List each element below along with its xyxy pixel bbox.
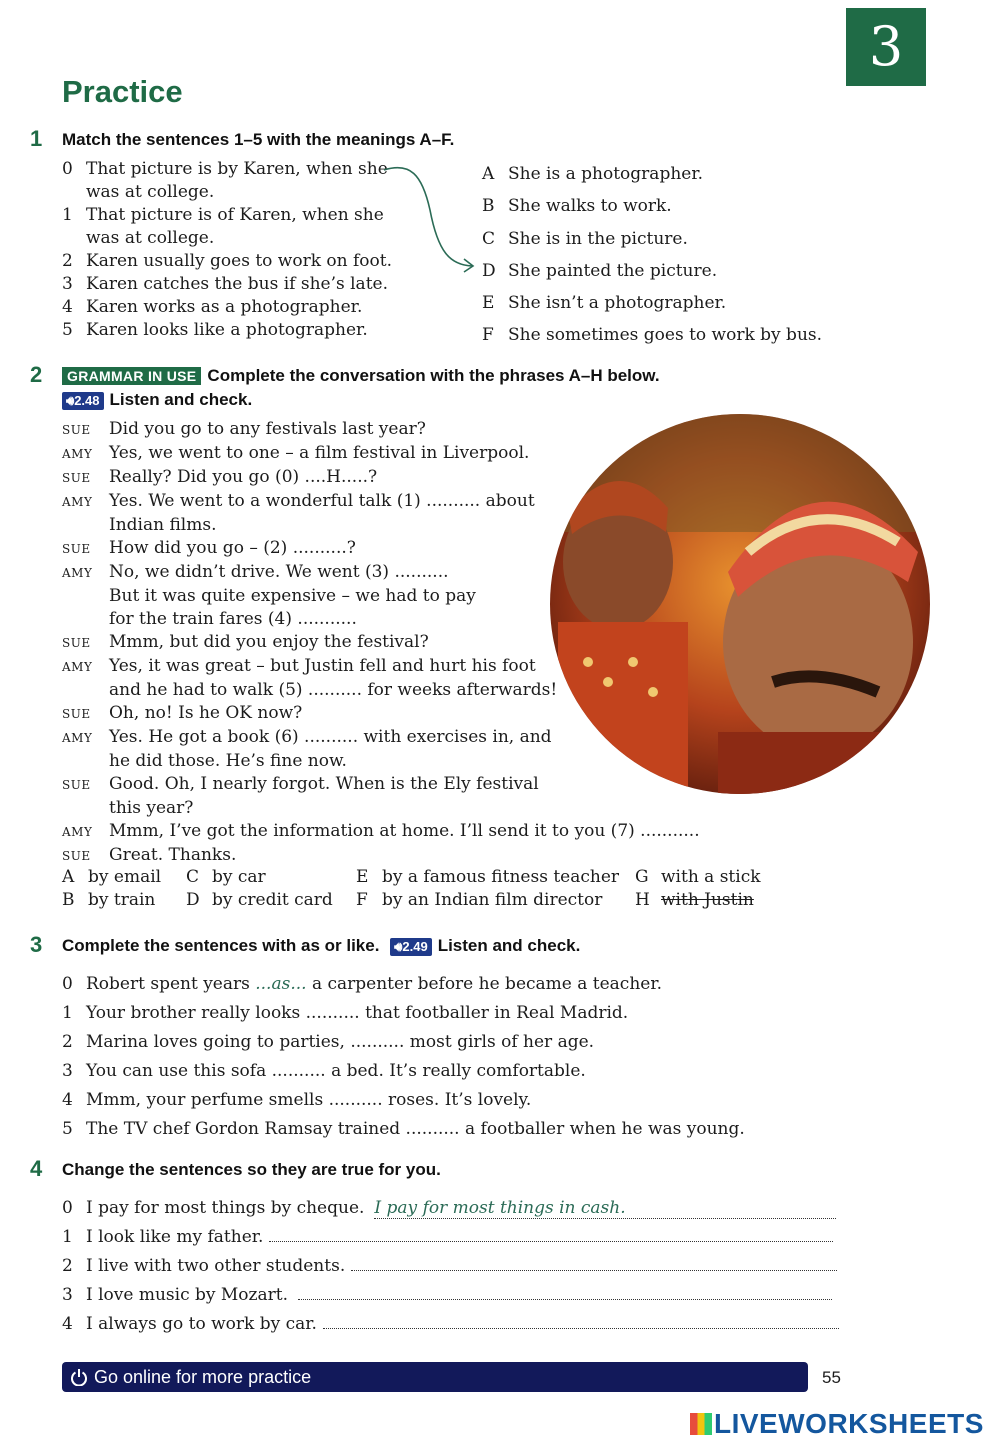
speaker-label: AMY xyxy=(62,447,93,461)
dialogue-turn xyxy=(62,490,700,514)
dialogue-line: Great. Thanks. xyxy=(109,845,237,865)
go-online-banner[interactable] xyxy=(62,1362,808,1392)
phrase-g xyxy=(635,866,761,889)
exercise-2-instruction-text: Complete the conversation with the phrases A–H below. xyxy=(207,366,660,385)
speaker-label: SUE xyxy=(62,542,91,556)
listen-and-check-text: Listen and check. xyxy=(437,936,581,955)
audio-track-number: 2.49 xyxy=(402,939,428,954)
item-number: 4 xyxy=(62,1090,73,1110)
phrase-text: by an Indian film director xyxy=(382,890,603,910)
dialogue-line: Yes. We went to a wonderful talk (1) .......... about xyxy=(109,491,535,511)
item-text: roses. It’s lovely. xyxy=(382,1090,532,1110)
dialogue-line: Yes, it was great – but Justin fell and hurt his foot xyxy=(109,656,536,676)
dialogue-line: Good. Oh, I nearly forgot. When is the Ely festival xyxy=(109,774,539,794)
ex4-item-0 xyxy=(62,1194,839,1223)
phrase-letter: E xyxy=(356,867,369,887)
sentence-text-cont: was at college. xyxy=(86,228,215,248)
sentence-number: 5 xyxy=(62,320,73,340)
ex4-item-1 xyxy=(62,1223,839,1252)
item-text: a footballer when he was young. xyxy=(459,1119,745,1139)
exercise-2-dialogue xyxy=(62,418,700,868)
go-online-label: Go online for more practice xyxy=(94,1367,312,1387)
item-text: Marina loves going to parties, xyxy=(86,1032,351,1052)
answer-blank[interactable]: .......... xyxy=(305,1003,360,1023)
phrase-b xyxy=(62,889,155,912)
meaning-letter: F xyxy=(482,325,494,346)
exercise-4-items xyxy=(62,1194,839,1339)
exercise-3-items xyxy=(62,970,745,1144)
sentence-text-cont: was at college. xyxy=(86,182,215,202)
meaning-text: She sometimes goes to work by bus. xyxy=(508,325,823,346)
match-arrow xyxy=(380,160,480,278)
meaning-e xyxy=(482,287,822,319)
item-number: 2 xyxy=(62,1032,73,1052)
exercise-1-instruction: Match the sentences 1–5 with the meanings A–F. xyxy=(62,130,455,149)
dialogue-line: How did you go – (2) ..........? xyxy=(109,538,356,558)
item-number: 1 xyxy=(62,1003,73,1023)
answer-field[interactable] xyxy=(323,1312,839,1329)
dialogue-line: and he had to walk (5) .......... for weeks afterwards! xyxy=(109,680,558,700)
answer-blank[interactable]: .......... xyxy=(271,1061,326,1081)
sentence-4 xyxy=(62,296,392,319)
item-number: 2 xyxy=(62,1256,73,1276)
exercise-2-listen xyxy=(62,390,252,410)
sentence-text: Karen usually goes to work on foot. xyxy=(86,251,392,271)
speaker-label: SUE xyxy=(62,707,91,721)
liveworksheets-watermark xyxy=(690,1408,984,1440)
phrase-text: by email xyxy=(88,867,162,887)
speaker-label: SUE xyxy=(62,636,91,650)
speaker-label: AMY xyxy=(62,825,93,839)
speaker-label: SUE xyxy=(62,471,91,485)
sentence-number: 3 xyxy=(62,274,73,294)
sentence-text: Karen works as a photographer. xyxy=(86,297,363,317)
sentence-2 xyxy=(62,250,392,273)
phrase-letter: D xyxy=(186,890,200,910)
meaning-a xyxy=(482,158,822,190)
phrase-letter: A xyxy=(62,867,75,887)
meaning-text: She walks to work. xyxy=(508,196,672,217)
item-number: 3 xyxy=(62,1061,73,1081)
item-text: a carpenter before he became a teacher. xyxy=(306,974,663,994)
item-text: I look like my father. xyxy=(86,1227,264,1247)
item-text: You can use this sofa xyxy=(86,1061,272,1081)
dialogue-line: this year? xyxy=(109,798,194,818)
phrase-letter: H xyxy=(635,890,650,910)
meaning-text: She is in the picture. xyxy=(508,228,688,249)
power-icon xyxy=(70,1368,88,1386)
item-number: 0 xyxy=(62,1198,73,1218)
phrase-letter: G xyxy=(635,867,649,887)
dialogue-turn xyxy=(62,702,700,726)
sentence-text: Karen looks like a photographer. xyxy=(86,320,368,340)
exercise-3-instruction-text: Complete the sentences with as or like. xyxy=(62,936,380,955)
phrase-d xyxy=(186,889,333,912)
answer-field[interactable] xyxy=(351,1254,837,1271)
audio-track-number: 2.48 xyxy=(74,393,100,408)
phrase-letter: C xyxy=(186,867,200,887)
meaning-letter: B xyxy=(482,196,495,217)
exercise-1-meanings xyxy=(482,158,822,352)
dialogue-turn xyxy=(62,561,700,585)
item-text: I love music by Mozart. xyxy=(86,1285,288,1305)
item-text: I live with two other students. xyxy=(86,1256,346,1276)
meaning-text: She is a photographer. xyxy=(508,164,703,184)
item-text: that footballer in Real Madrid. xyxy=(359,1003,629,1023)
meaning-text: She isn’t a photographer. xyxy=(508,293,727,314)
unit-number-tab: 3 xyxy=(846,8,926,86)
ex4-item-3 xyxy=(62,1281,839,1310)
answer-blank[interactable]: .......... xyxy=(405,1119,460,1139)
answer-blank[interactable]: .......... xyxy=(350,1032,405,1052)
ex3-item-4 xyxy=(62,1086,745,1115)
dialogue-turn xyxy=(62,466,700,490)
item-number: 3 xyxy=(62,1285,73,1305)
phrase-e xyxy=(356,866,619,889)
exercise-4-number: 4 xyxy=(30,1156,43,1181)
item-text: most girls of her age. xyxy=(404,1032,595,1052)
dialogue-line: Mmm, but did you enjoy the festival? xyxy=(109,632,429,652)
ex3-item-3 xyxy=(62,1057,745,1086)
dialogue-turn xyxy=(62,442,700,466)
item-number: 4 xyxy=(62,1314,73,1334)
phrase-text: by credit card xyxy=(212,890,333,910)
speaker-label: SUE xyxy=(62,849,91,863)
dialogue-turn xyxy=(62,655,700,679)
dialogue-line: Indian films. xyxy=(109,515,217,535)
answer-field[interactable] xyxy=(298,1283,832,1300)
liveworksheets-logo-icon xyxy=(690,1413,712,1435)
page-title: Practice xyxy=(62,74,183,109)
answer-blank[interactable]: ...as... xyxy=(255,974,307,994)
exercise-3-instruction xyxy=(62,936,580,956)
answer-blank[interactable]: .......... xyxy=(328,1090,383,1110)
phrase-a xyxy=(62,866,161,889)
answer-field[interactable]: I pay for most things in cash. xyxy=(374,1198,836,1219)
meaning-letter: D xyxy=(482,260,496,281)
phrase-text: by train xyxy=(88,890,156,910)
sentence-1 xyxy=(62,204,392,227)
dialogue-line: he did those. He’s fine now. xyxy=(109,751,347,771)
dialogue-turn xyxy=(62,773,700,797)
phrase-letter: F xyxy=(356,890,368,910)
meaning-text: She painted the picture. xyxy=(508,260,718,281)
item-text: I pay for most things by cheque. xyxy=(86,1198,365,1218)
sentence-number: 4 xyxy=(62,297,73,317)
dialogue-turn xyxy=(62,418,700,442)
item-text: The TV chef Gordon Ramsay trained xyxy=(86,1119,406,1139)
sentence-text: That picture is of Karen, when she xyxy=(86,205,384,225)
dialogue-turn xyxy=(62,820,700,844)
audio-track-button[interactable]: 🔊︎2.49 xyxy=(390,938,432,956)
audio-track-button[interactable]: 🔊︎2.48 xyxy=(62,392,104,410)
phrase-h-used xyxy=(635,889,754,912)
exercise-1-sentences xyxy=(62,158,392,342)
speaker-label: AMY xyxy=(62,495,93,509)
speaker-label: SUE xyxy=(62,778,91,792)
exercise-1-number: 1 xyxy=(30,126,43,151)
meaning-letter: C xyxy=(482,228,496,249)
phrase-letter: B xyxy=(62,890,75,910)
ex4-item-4 xyxy=(62,1310,839,1339)
dialogue-line: But it was quite expensive – we had to pay xyxy=(109,586,476,606)
meaning-f xyxy=(482,319,822,351)
dialogue-turn xyxy=(62,537,700,561)
item-text: Robert spent years xyxy=(86,974,256,994)
dialogue-turn xyxy=(62,631,700,655)
page-number: 55 xyxy=(822,1368,841,1387)
meaning-c xyxy=(482,223,822,255)
dialogue-line: Oh, no! Is he OK now? xyxy=(109,703,303,723)
dialogue-line: No, we didn’t drive. We went (3) .......... xyxy=(109,562,449,582)
phrase-text: with a stick xyxy=(661,867,761,887)
ex3-item-1 xyxy=(62,999,745,1028)
dialogue-line: Really? Did you go (0) ....H.....? xyxy=(109,467,378,487)
speaker-label: AMY xyxy=(62,566,93,580)
item-number: 1 xyxy=(62,1227,73,1247)
dialogue-turn xyxy=(62,726,700,750)
item-text: a bed. It’s really comfortable. xyxy=(325,1061,586,1081)
phrase-c xyxy=(186,866,266,889)
sentence-3 xyxy=(62,273,392,296)
sentence-number: 0 xyxy=(62,159,73,179)
exercise-3-number: 3 xyxy=(30,932,43,957)
phrase-text: with Justin xyxy=(661,890,754,910)
exercise-2-number: 2 xyxy=(30,362,43,387)
answer-field[interactable] xyxy=(269,1225,833,1242)
exercise-4-instruction: Change the sentences so they are true for you. xyxy=(62,1160,441,1179)
sentence-5 xyxy=(62,319,392,342)
meaning-letter: A xyxy=(482,164,495,184)
meaning-letter: E xyxy=(482,293,495,314)
sentence-number: 2 xyxy=(62,251,73,271)
phrase-f xyxy=(356,889,602,912)
watermark-text: LIVEWORKSHEETS xyxy=(714,1408,984,1439)
speaker-label: SUE xyxy=(62,423,91,437)
ex3-item-5 xyxy=(62,1115,745,1144)
phrase-text: by a famous fitness teacher xyxy=(382,867,620,887)
grammar-in-use-badge: GRAMMAR IN USE xyxy=(62,367,201,385)
item-number: 5 xyxy=(62,1119,73,1139)
meaning-b xyxy=(482,190,822,222)
exercise-2-instruction xyxy=(62,366,660,386)
ex3-item-0 xyxy=(62,970,745,999)
sentence-number: 1 xyxy=(62,205,73,225)
dialogue-line: for the train fares (4) ........... xyxy=(109,609,357,629)
speaker-label: AMY xyxy=(62,660,93,674)
dialogue-line: Did you go to any festivals last year? xyxy=(109,419,426,439)
dialogue-line: Yes, we went to one – a film festival in Liverpool. xyxy=(109,443,530,463)
sentence-text: Karen catches the bus if she’s late. xyxy=(86,274,388,294)
dialogue-line: Mmm, I’ve got the information at home. I’ll send it to you (7) ........... xyxy=(109,821,700,841)
item-text: Mmm, your perfume smells xyxy=(86,1090,329,1110)
sentence-0 xyxy=(62,158,392,181)
dialogue-turn xyxy=(62,844,700,868)
meaning-d xyxy=(482,255,822,287)
ex3-item-2 xyxy=(62,1028,745,1057)
listen-and-check-text: Listen and check. xyxy=(109,390,253,409)
dialogue-line: Yes. He got a book (6) .......... with exercises in, and xyxy=(109,727,552,747)
item-number: 0 xyxy=(62,974,73,994)
sentence-text: That picture is by Karen, when she xyxy=(86,159,388,179)
phrase-text: by car xyxy=(212,867,266,887)
item-text: I always go to work by car. xyxy=(86,1314,317,1334)
item-text: Your brother really looks xyxy=(86,1003,306,1023)
ex4-item-2 xyxy=(62,1252,839,1281)
speaker-label: AMY xyxy=(62,731,93,745)
